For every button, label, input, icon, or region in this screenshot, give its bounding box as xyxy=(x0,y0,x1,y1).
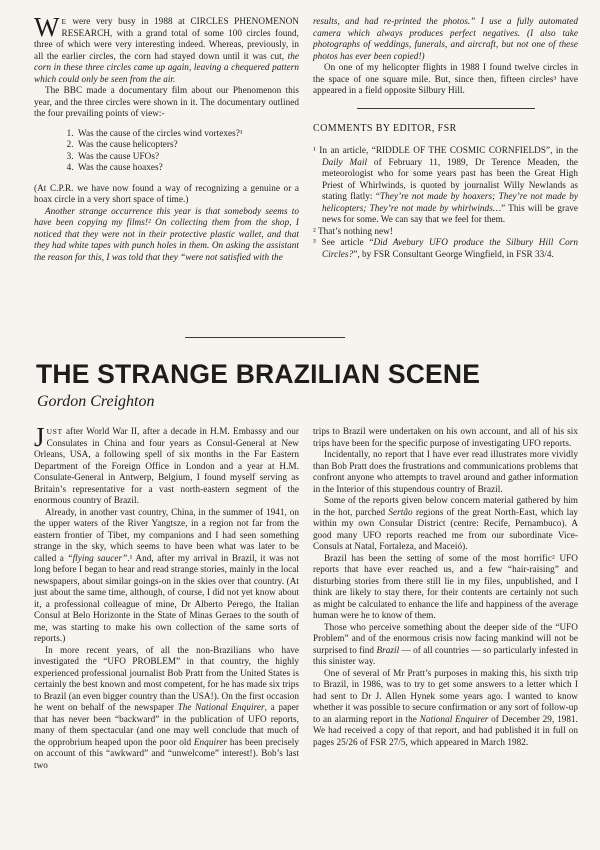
article-body xyxy=(34,422,579,771)
paragraph xyxy=(34,206,299,264)
paragraph-text: trips to Brazil were undertaken on his own account, and all of his six trips have been for the specific purpose of investigating UFO reports. xyxy=(313,426,578,448)
paragraph-text: On one of my helicopter flights in 1988 I found twelve circles in the space of one square mile. But, since then, fifteen circles³ have appeared in a field opposite Silbury Hill. xyxy=(313,62,578,95)
paragraph-text: In more recent years, of all the non-Brazilians who have investigated the “UFO PROBLEM” in that country, the highly experienced professional journalist Bob Pratt from the United States is certainly the best known and most competent, for he has made six trips to Brazil (an even bigger country than the USA!). On the first occasion he went on behalf of the newspaper The National Enquirer, a paper that has never been “backward” in the publication of UFO reports, many of them spectacular (and one may well conclude that much of the opprobrium heaped upon the poor old Enquirer has been precisely on account of this “awkward” and “unwelcome” interest!). Bob’s last two xyxy=(34,644,299,770)
paragraph-text: Those who perceive something about the deeper side of the “UFO Problem” and of the enormous crisis now facing mankind will not be surprised to find Brazil — of all countries — so particularly infested in this sinister way. xyxy=(313,621,578,666)
viewpoints-list xyxy=(34,128,299,174)
top-section xyxy=(34,12,579,324)
comments-heading: COMMENTS BY EDITOR, FSR xyxy=(313,122,457,134)
small-caps-lead: UST xyxy=(46,427,63,436)
section-divider-rule xyxy=(185,337,345,338)
list-item: 3. Was the cause UFOs? xyxy=(76,151,299,163)
paragraph xyxy=(34,422,299,507)
paragraph-text: Brazil has been the setting of some of the most horrific² UFO reports that have ever reached us, and a few “hair-raising” and disturbing stories from there still lie in my files, unpublished, and I think are likely to stay there, for their contents are certainly not such as might be calculated to enhance the life and happiness of the average human were he to know of them. xyxy=(313,552,578,620)
paragraph-text: were very busy in 1988 at CIRCLES PHENOMENON RESEARCH, with a grand total of some 100 circles found, three of which were very interesting indeed. Whereas, previously, in all the earlier circles, the corn had stayed down until it was cut, the corn in these three circles came up again, leaving a chequered pattern which could only be seen from the air. xyxy=(34,16,299,84)
paragraph xyxy=(313,668,578,749)
article-byline: Gordon Creighton xyxy=(37,393,155,410)
list-item: 4. Was the cause hoaxes? xyxy=(76,162,299,174)
drop-cap: J xyxy=(34,422,45,452)
paragraph xyxy=(313,622,578,668)
paragraph-text: Another strange occurrence this year is that somebody seems to have been copying my films!² On collecting them from the shop, I noticed that they were not in their protective plastic wallet, and that they had white tapes with punch holes in them. On asking the assistant the reason for this, I was told that they “were not satisfied with the xyxy=(34,205,299,262)
top-right-column xyxy=(313,16,578,324)
paragraph-text: The BBC made a documentary film about our Phenomenon this year, and the three circles were shown in it. The documentary outlined the four prevailing points of view:- xyxy=(34,85,299,118)
article-headline: THE STRANGE BRAZILIAN SCENE xyxy=(36,359,481,389)
paragraph xyxy=(313,426,578,449)
paragraph-text: Some of the reports given below concern material gathered by him in the hot, parched Sertão regions of the great North-East, which lay within my own Consular District (centre: Recife, Pernambuco). A good many UFO reports reached me from our subordinate Vice-Consuls at Natal, Fortaleza, and Maceió). xyxy=(313,495,578,551)
paragraph xyxy=(313,16,578,62)
paragraph xyxy=(34,85,299,120)
footnote xyxy=(313,237,578,260)
footnote-text: ² That’s nothing new! xyxy=(313,225,393,236)
paragraph-text: Incidentally, no report that I have ever read illustrates more vividly than Bob Pratt does the frustrations and communications problems that confront anyone who attempts to travel around and gather information in the Interior of this stupendous country of Brazil. xyxy=(313,449,578,494)
drop-cap: W xyxy=(34,12,60,42)
article-left-column xyxy=(34,422,300,771)
paragraph-text: after World War II, after a decade in H.M. Embassy and our Consulates in China and four years as Consul-General at New Orleans, USA, a following spell of six months in the Far Eastern Department of the Foreign Office in London and a year at H.M. Consulate-General in Antwerp, Belgium, I found myself serving as Britain’s representative for a vast north-eastern segment of the enormous country of Brazil. xyxy=(34,426,299,505)
paragraph xyxy=(34,507,299,645)
top-left-column xyxy=(34,12,299,324)
footnote xyxy=(313,226,578,238)
column-divider-rule xyxy=(357,108,535,109)
small-caps-lead: E xyxy=(61,17,67,26)
paragraph xyxy=(313,553,578,622)
paragraph-text: Already, in another vast country, China, in the summer of 1941, on the upper waters of the River Yangtsze, in a region not far from the eastern frontier of Tibet, my companions and I had seen something strange in the sky, which seems to have been what was later to be called a “flying saucer”.¹ And, after my arrival in Brazil, it was not long before I began to hear and read strange stories, mainly in the local newspapers, about similar goings-on in the skies over that country. (At just about the same time, although, of course, I did not yet know about it, a professional colleague of mine, Dr Alberto Perego, the Italian Consul at Belo Horizonte in the State of Minas Geraes to the south of me, was starting to make his own collection of the same sorts of reports.) xyxy=(34,506,300,643)
paragraph-text: One of several of Mr Pratt’s purposes in making this, his sixth trip to Brazil, in 1986, was to try to get some answers to a letter which I had sent to Dr J. Allen Hynek some years ago. I wanted to know whether it was possible to secure confirmation or any sort of follow-up to an alarming report in the National Enquirer of December 29, 1981. We had received a copy of that report, and had published it in full on pages 25/26 of FSR 27/5, which appeared in March 1982. xyxy=(313,667,579,747)
footnote xyxy=(313,145,578,226)
paragraph xyxy=(34,183,299,206)
paragraph xyxy=(313,495,578,553)
article-right-column xyxy=(313,426,578,771)
footnotes xyxy=(313,145,578,260)
list-item: 1. Was the cause of the circles wind vortexes?¹ xyxy=(76,128,299,140)
paragraph xyxy=(313,449,578,495)
footnote-text: ³ See article “Did Avebury UFO produce the Silbury Hill Corn Circles?”, by FSR Consultant George Wingfield, in FSR 33/4. xyxy=(313,237,578,259)
paragraph xyxy=(34,12,299,85)
paragraph xyxy=(34,645,299,772)
list-item: 2. Was the cause helicopters? xyxy=(76,139,299,151)
paragraph-text: results, and had re-printed the photos.” I use a fully automated camera which always produces perfect negatives. (I also take photographs of weddings, funerals, and aircraft, but not one of these photos has ever been copied!) xyxy=(313,16,578,61)
footnote-text: ¹ In an article, “RIDDLE OF THE COSMIC CORNFIELDS”, in the Daily Mail of February 11, 1989, Dr Terence Meaden, the meteorologist who for some years past has been the Great High Priest of Whirlwinds, is quoted by journalist Willy Newlands as stating flatly: “They’re not made by hoaxers; They’re not made by helicopters; They’re not made by whirlwinds…” This will be grave news for some. We can say that we feel for them. xyxy=(313,145,579,224)
paragraph-text: (At C.P.R. we have now found a way of recognizing a genuine or a hoax circle in a very short space of time.) xyxy=(34,182,299,204)
paragraph xyxy=(313,62,578,97)
